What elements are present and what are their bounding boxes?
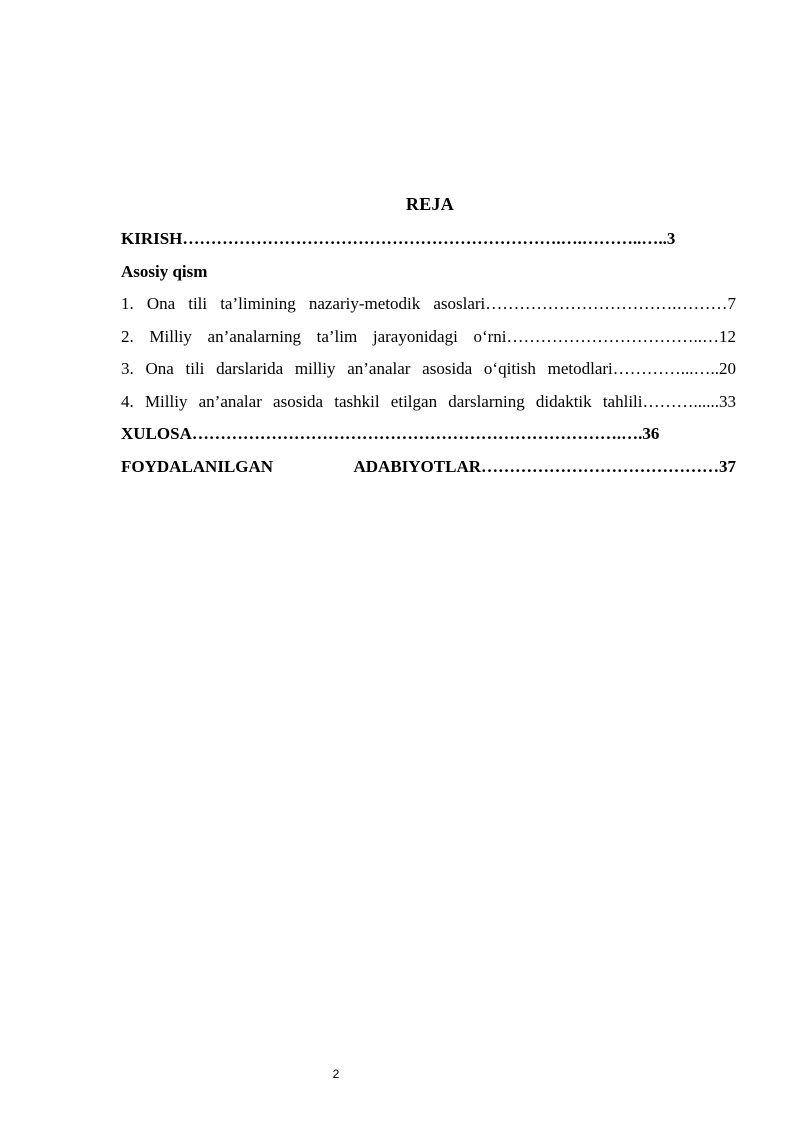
toc-entry-xulosa: XULOSA………………………………………………………………….….36 xyxy=(121,424,660,443)
toc-entry-references: FOYDALANILGAN ADABIYOTLAR……………………………………37 xyxy=(121,456,736,476)
toc-entry-4: 4. Milliy an’analar asosida tashkil etilgan darslarning didaktik tahlili………......33 xyxy=(121,391,736,411)
toc-entry-kirish: KIRISH………………………………………………………….….………..…..3 xyxy=(121,229,676,248)
document-title: REJA xyxy=(405,194,455,214)
toc-section-heading: Asosiy qism xyxy=(121,261,208,281)
toc-entry-3: 3. Ona tili darslarida milliy an’analar asosida o‘qitish metodlari…………...…..20 xyxy=(121,359,736,378)
toc-entry-1: 1. Ona tili ta’limining nazariy-metodik asoslari…………………………….………7 xyxy=(121,294,736,313)
table-of-contents xyxy=(121,226,736,486)
page-number: 2 xyxy=(332,1067,340,1081)
toc-entry-2: 2. Milliy an’analarning ta’lim jarayonidagi o‘rni……………………………..…12 xyxy=(121,326,736,346)
